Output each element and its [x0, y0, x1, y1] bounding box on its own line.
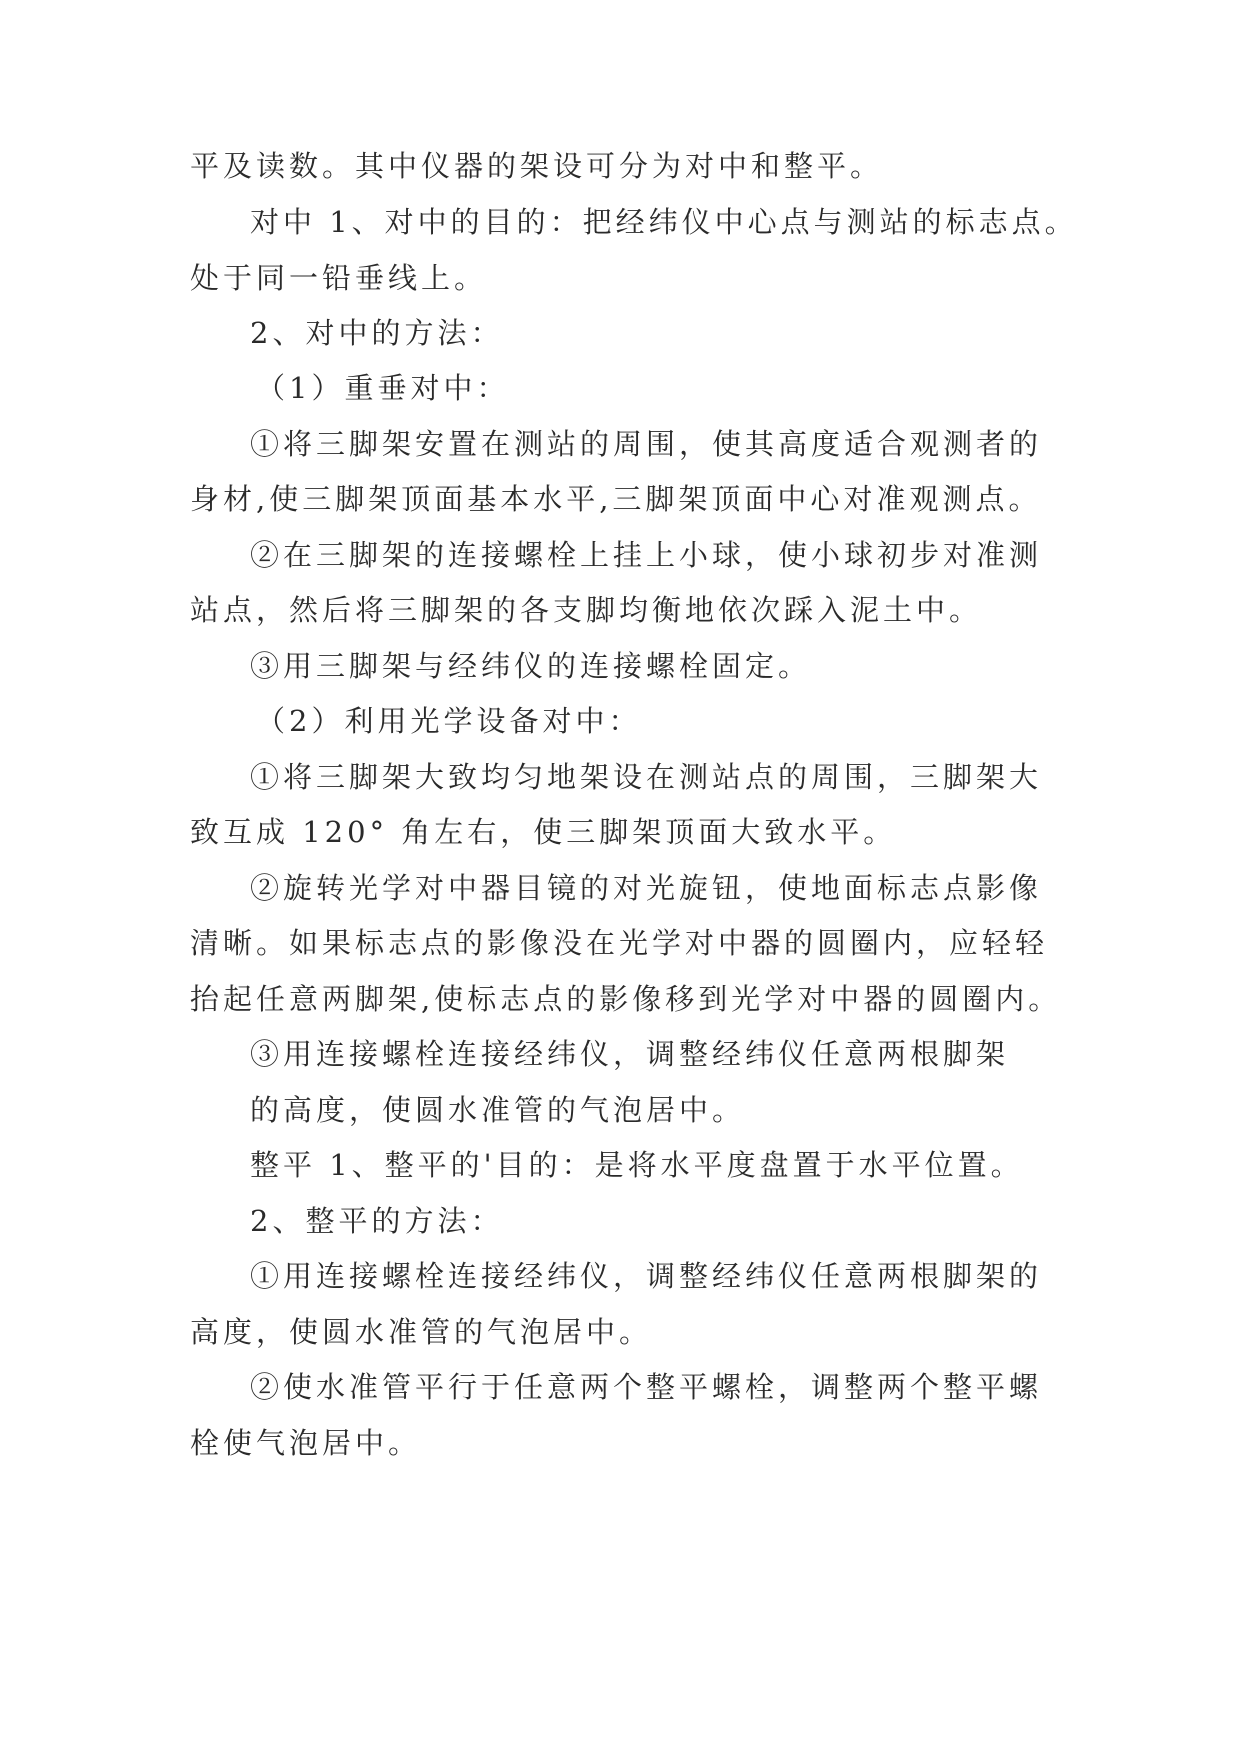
text-line: 处于同一铅垂线上。 — [190, 261, 488, 295]
text-line: ③用三脚架与经纬仪的连接螺栓固定。 — [250, 649, 812, 683]
text-line: 高度，使圆水准管的气泡居中。 — [190, 1315, 653, 1349]
text-line: ①将三脚架大致均匀地架设在测站点的周围，三脚架大 — [250, 760, 1043, 794]
text-line: 清晰。如果标志点的影像没在光学对中器的圆圈内，应轻轻 — [190, 926, 1049, 960]
text-line: ②在三脚架的连接螺栓上挂上小球，使小球初步对准测 — [250, 538, 1043, 572]
text-line: 2、整平的方法： — [250, 1204, 504, 1238]
text-line: 对中 1、对中的目的：把经纬仪中心点与测站的标志点。 — [250, 205, 1078, 239]
text-line: 身材,使三脚架顶面基本水平,三脚架顶面中心对准观测点。 — [190, 482, 1042, 516]
text-line: 平及读数。其中仪器的架设可分为对中和整平。 — [190, 149, 884, 183]
text-line: ②使水准管平行于任意两个整平螺栓，调整两个整平螺 — [250, 1370, 1043, 1404]
text-line: （1）重垂对中： — [256, 371, 510, 405]
text-line: ②旋转光学对中器目镜的对光旋钮，使地面标志点影像 — [250, 871, 1043, 905]
text-line: 抬起任意两脚架,使标志点的影像移到光学对中器的圆圈内。 — [190, 982, 1062, 1016]
text-line: 栓使气泡居中。 — [190, 1426, 422, 1460]
text-line: 整平 1、整平的'目的：是将水平度盘置于水平位置。 — [250, 1148, 1024, 1182]
text-line: ①用连接螺栓连接经纬仪，调整经纬仪任意两根脚架的 — [250, 1259, 1043, 1293]
text-line: ①将三脚架安置在测站的周围，使其高度适合观测者的 — [250, 427, 1043, 461]
text-line: 站点，然后将三脚架的各支脚均衡地依次踩入泥土中。 — [190, 593, 983, 627]
text-line: ③用连接螺栓连接经纬仪，调整经纬仪任意两根脚架 — [250, 1037, 1010, 1071]
text-line: 2、对中的方法： — [250, 316, 504, 350]
text-line: 致互成 120° 角左右，使三脚架顶面大致水平。 — [190, 815, 897, 849]
text-line: （2）利用光学设备对中： — [256, 704, 642, 738]
text-line: 的高度，使圆水准管的气泡居中。 — [250, 1093, 746, 1127]
